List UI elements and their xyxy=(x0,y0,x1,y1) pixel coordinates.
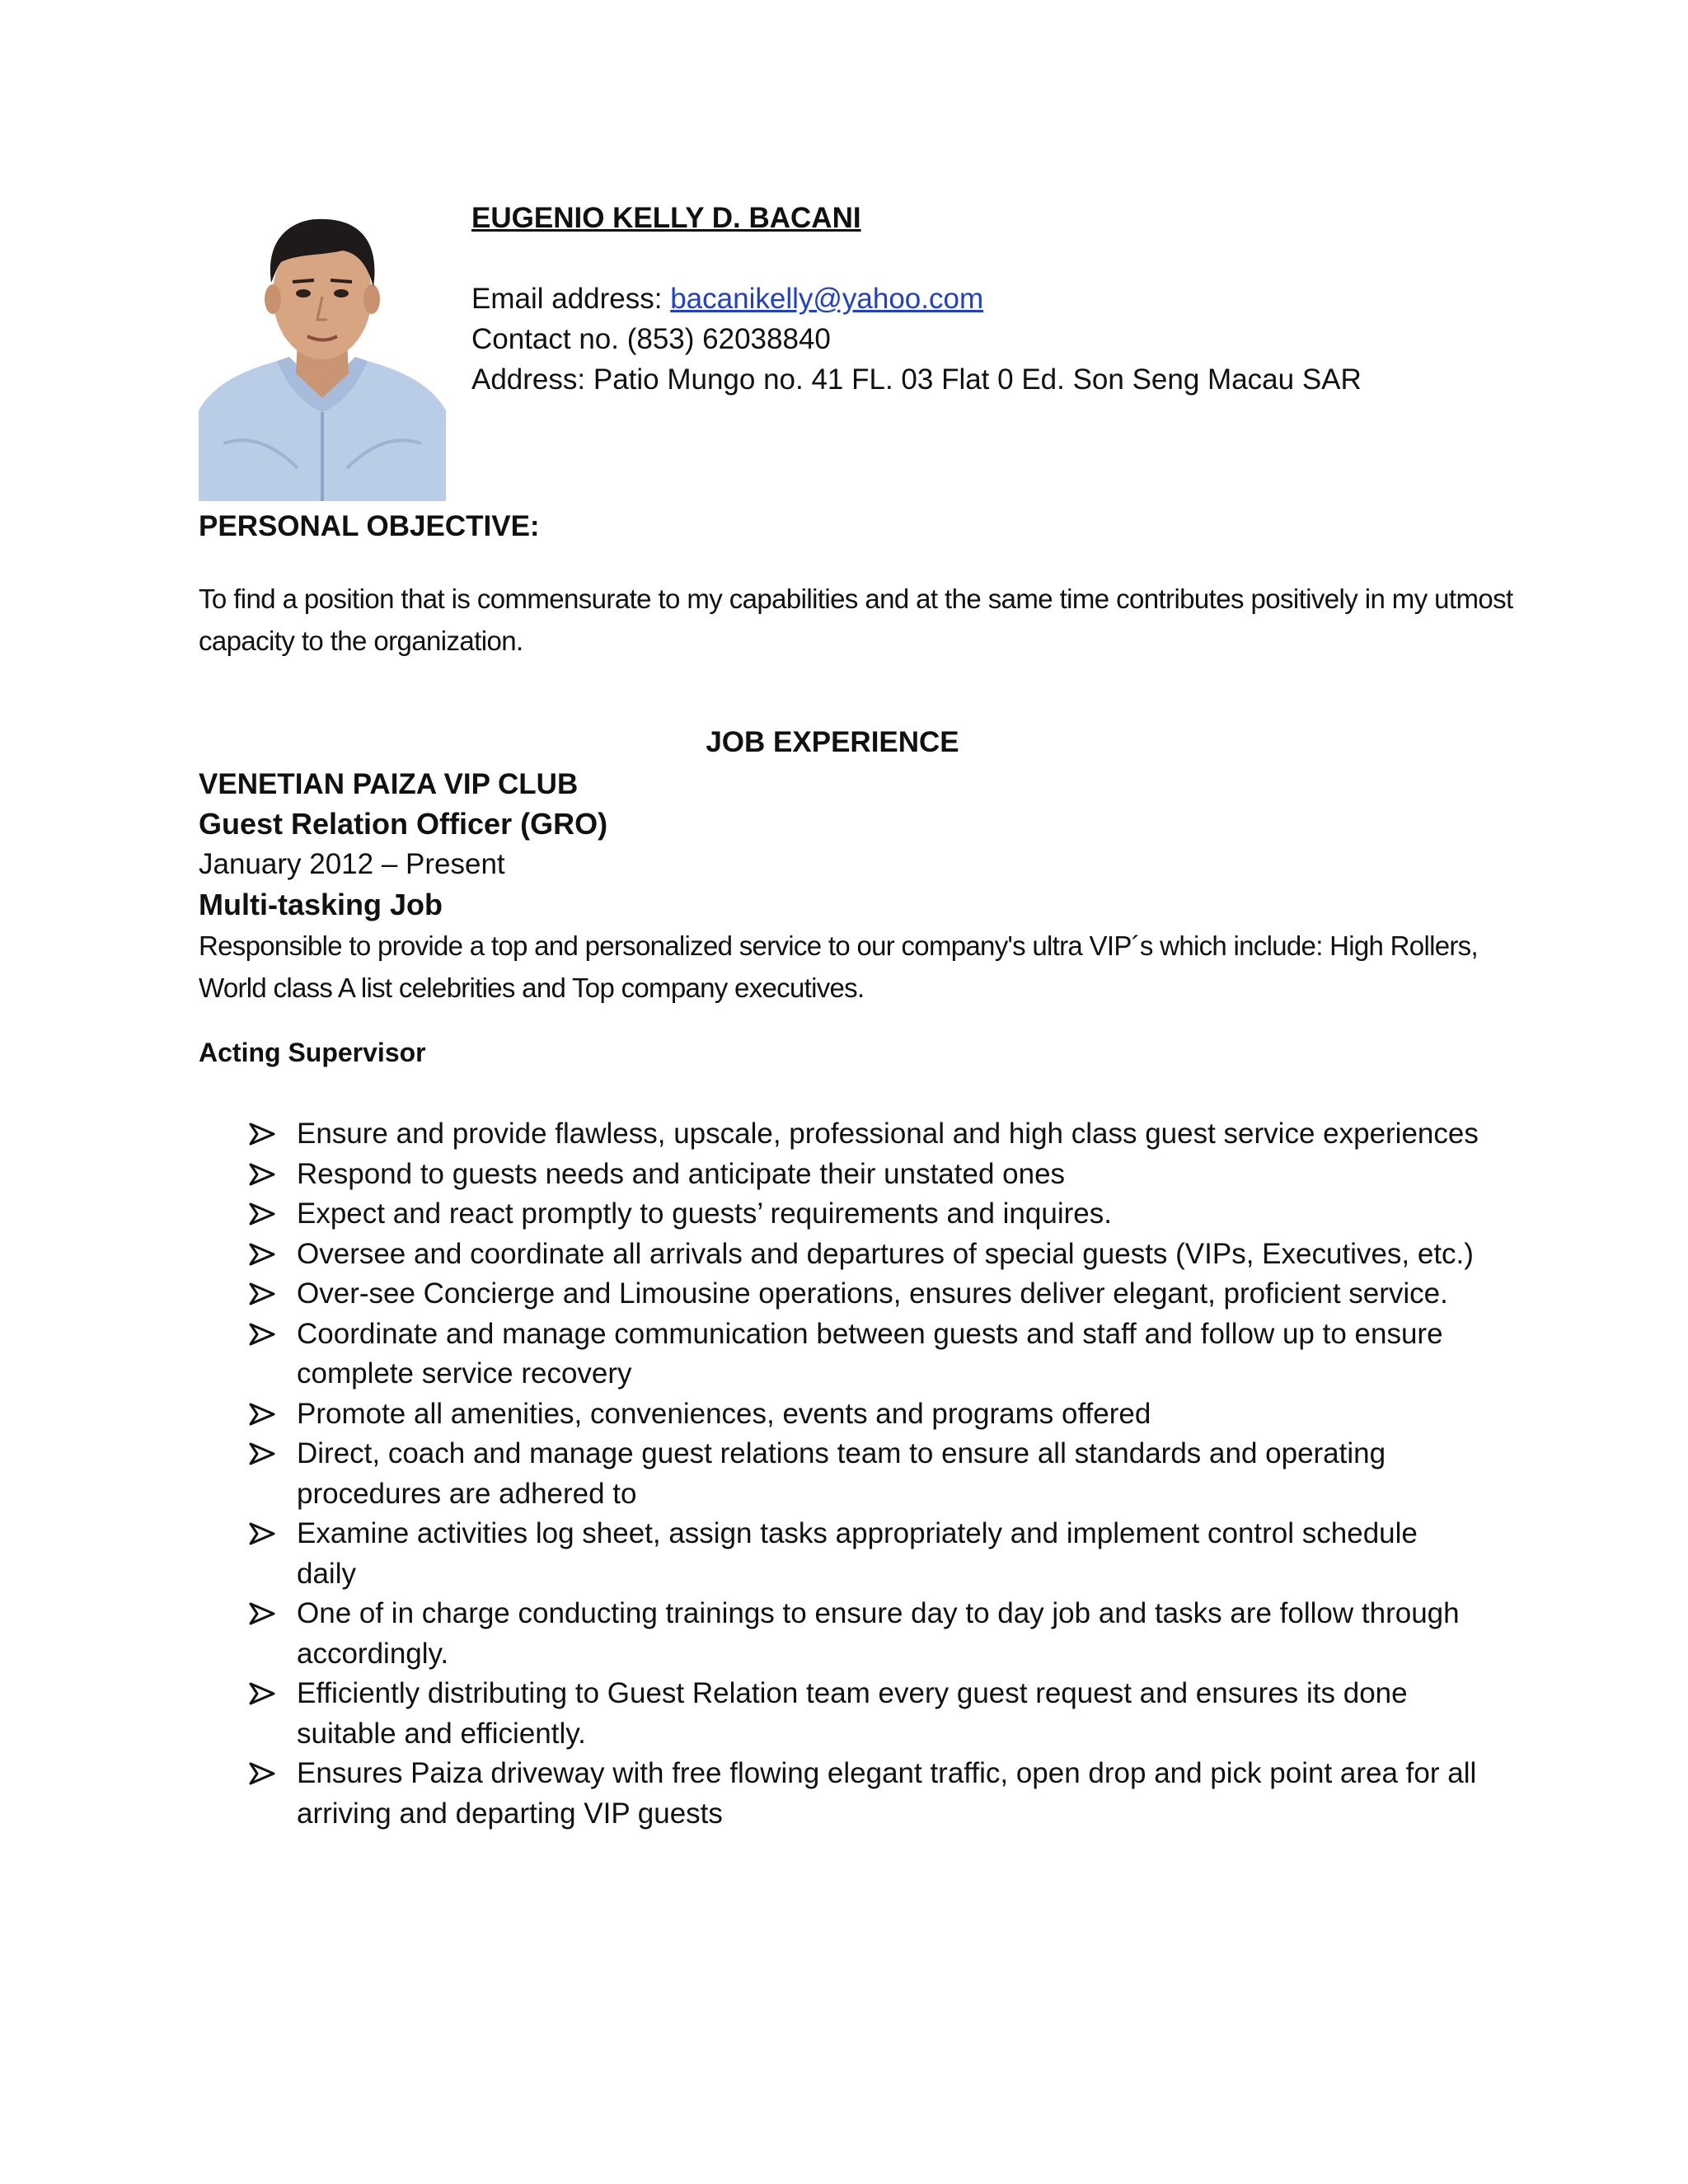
duty-text: Ensures Paiza driveway with free flowing elegant traffic, open drop and pick point area for all arriving and departing VIP guests xyxy=(297,1757,1477,1830)
job-dates: January 2012 – Present xyxy=(199,848,505,880)
objective-heading: PERSONAL OBJECTIVE: xyxy=(199,510,540,542)
list-item xyxy=(247,1514,1484,1594)
duty-text: Oversee and coordinate all arrivals and departures of special guests (VIPs, Executives, etc.) xyxy=(297,1237,1474,1270)
job-responsibility: Responsible to provide a top and personalized service to our company's ultra VIP´s which include: High Rollers, World class A list celebrities and Top company executives. xyxy=(199,930,1478,1003)
list-item xyxy=(247,1114,1484,1155)
list-item xyxy=(247,1235,1484,1275)
candidate-name: EUGENIO KELLY D. BACANI xyxy=(471,202,861,234)
email-line xyxy=(471,279,1362,319)
arrow-bullet-icon xyxy=(247,1399,277,1429)
list-item xyxy=(247,1594,1484,1674)
arrow-bullet-icon xyxy=(247,1759,277,1788)
profile-photo xyxy=(199,196,446,501)
arrow-bullet-icon xyxy=(247,1279,277,1309)
duty-text: Coordinate and manage communication between guests and staff and follow up to ensure complete service recovery xyxy=(297,1317,1443,1390)
email-label: Email address: xyxy=(471,283,671,315)
list-item xyxy=(247,1754,1484,1834)
duty-text: Efficiently distributing to Guest Relation team every guest request and ensures its done suitable and efficiently. xyxy=(297,1677,1408,1750)
list-item xyxy=(247,1434,1484,1514)
arrow-bullet-icon xyxy=(247,1319,277,1349)
objective-text: To find a position that is commensurate to my capabilities and at the same time contributes positively in my utmost capacity to the organization. xyxy=(199,583,1513,656)
job-experience-heading: JOB EXPERIENCE xyxy=(706,726,959,758)
arrow-bullet-icon xyxy=(247,1679,277,1708)
arrow-bullet-icon xyxy=(247,1160,277,1189)
duty-text: One of in charge conducting trainings to ensure day to day job and tasks are follow through accordingly. xyxy=(297,1597,1460,1670)
job-subtitle: Multi-tasking Job xyxy=(199,888,443,921)
duty-text: Ensure and provide flawless, upscale, professional and high class guest service experiences xyxy=(297,1118,1479,1150)
duty-text: Respond to guests needs and anticipate their unstated ones xyxy=(297,1157,1066,1190)
list-item xyxy=(247,1394,1484,1435)
list-item xyxy=(247,1274,1484,1315)
job-role: Guest Relation Officer (GRO) xyxy=(199,807,608,841)
email-link[interactable]: bacanikelly@yahoo.com xyxy=(670,283,984,315)
list-item xyxy=(247,1155,1484,1195)
arrow-bullet-icon xyxy=(247,1519,277,1549)
duty-text: Direct, coach and manage guest relations team to ensure all standards and operating procedures are adhered to xyxy=(297,1437,1386,1510)
list-item xyxy=(247,1315,1484,1394)
profile-photo-illustration xyxy=(199,196,446,501)
arrow-bullet-icon xyxy=(247,1439,277,1469)
list-item xyxy=(247,1674,1484,1754)
duties-list xyxy=(247,1114,1484,1834)
list-item xyxy=(247,1194,1484,1235)
duty-text: Examine activities log sheet, assign tasks appropriately and implement control schedule daily xyxy=(297,1517,1418,1590)
experience-entry xyxy=(199,765,1517,1073)
acting-supervisor-heading: Acting Supervisor xyxy=(199,1038,426,1067)
duty-text: Over-see Concierge and Limousine operations, ensures deliver elegant, proficient service. xyxy=(297,1277,1448,1310)
arrow-bullet-icon xyxy=(247,1199,277,1229)
arrow-bullet-icon xyxy=(247,1119,277,1149)
duty-text: Promote all amenities, conveniences, events and programs offered xyxy=(297,1397,1151,1430)
contact-header xyxy=(471,198,1362,400)
address: Address: Patio Mungo no. 41 FL. 03 Flat 0 Ed. Son Seng Macau SAR xyxy=(471,363,1362,396)
company-name: VENETIAN PAIZA VIP CLUB xyxy=(199,768,579,800)
duty-text: Expect and react promptly to guests’ requirements and inquires. xyxy=(297,1197,1112,1230)
contact-number: Contact no. (853) 62038840 xyxy=(471,323,831,355)
arrow-bullet-icon xyxy=(247,1599,277,1629)
arrow-bullet-icon xyxy=(247,1240,277,1269)
